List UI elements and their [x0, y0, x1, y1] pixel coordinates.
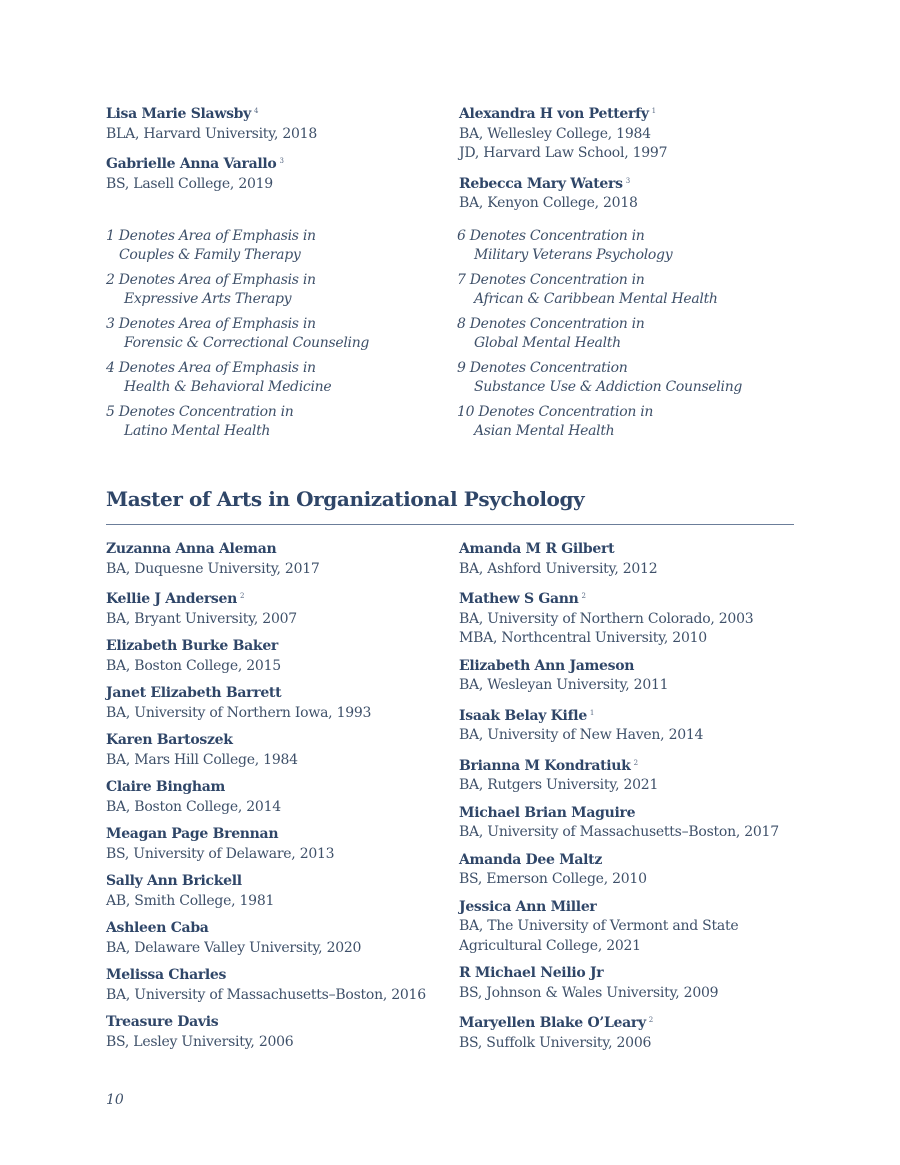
footnote-line-1: 2 Denotes Area of Emphasis in	[106, 272, 316, 288]
degree-line: BA, Delaware Valley University, 2020	[106, 939, 362, 956]
footnote-marker: 1	[651, 107, 656, 115]
footnote-marker: 2	[648, 1016, 653, 1024]
graduate-name	[459, 804, 799, 824]
graduate-entry	[459, 102, 799, 164]
graduate-name	[106, 637, 446, 657]
graduate-entry	[106, 966, 446, 1005]
degree-line: BS, Suffolk University, 2006	[459, 1034, 652, 1051]
graduate-name-text: Treasure Davis	[106, 1014, 219, 1030]
degree-line: BA, University of Massachusetts–Boston, 2017	[459, 824, 779, 840]
footnote-legend-item	[457, 315, 797, 353]
graduate-entry	[106, 825, 446, 864]
graduate-entry	[106, 152, 446, 194]
footnote-legend-item	[457, 403, 797, 441]
degree-line: BA, Wesleyan University, 2011	[459, 677, 669, 693]
graduate-name-text: Claire Bingham	[106, 779, 225, 795]
graduate-name-text: Rebecca Mary Waters	[459, 175, 623, 192]
degree-line: BA, The University of Vermont and State	[459, 918, 739, 934]
footnote-legend-item	[106, 359, 446, 397]
graduate-name-text: Gabrielle Anna Varallo	[106, 156, 277, 172]
footnote-line-2: Substance Use & Addiction Counseling	[474, 379, 743, 395]
footnote-marker: 2	[633, 758, 638, 767]
footnote-legend-item	[106, 227, 446, 265]
footnote-line-1: 3 Denotes Area of Emphasis in	[106, 316, 316, 332]
graduate-name	[106, 919, 446, 939]
footnote-legend-item	[106, 315, 446, 353]
degree-line: BA, University of Northern Iowa, 1993	[106, 704, 372, 721]
degree-line: BA, Boston College, 2015	[106, 657, 281, 674]
footnote-line-1: 5 Denotes Concentration in	[106, 404, 294, 420]
degree-line: BA, Boston College, 2014	[106, 798, 281, 815]
graduate-name	[106, 731, 446, 751]
graduate-name-text: Maryellen Blake O’Leary	[459, 1015, 646, 1031]
footnote-marker: 3	[279, 157, 284, 165]
graduate-entry	[106, 1013, 446, 1052]
degree-line: Agricultural College, 2021	[459, 937, 641, 954]
degree-line: AB, Smith College, 1981	[106, 892, 275, 909]
graduate-name	[106, 540, 446, 560]
footnote-legend-item	[457, 359, 797, 397]
graduate-entry	[106, 587, 446, 629]
graduate-name	[459, 851, 799, 871]
degree-line: BA, Mars Hill College, 1984	[106, 751, 298, 768]
degree-line: BS, Lesley University, 2006	[106, 1033, 294, 1050]
notes-left-column	[106, 227, 446, 447]
notes-right-column	[457, 227, 797, 447]
graduate-name-text: Michael Brian Maguire	[459, 804, 636, 821]
footnote-line-2: African & Caribbean Mental Health	[474, 291, 718, 307]
footnote-line-2: Latino Mental Health	[124, 423, 271, 439]
degree-line: JD, Harvard Law School, 1997	[459, 145, 668, 161]
degree-line: BA, University of New Haven, 2014	[459, 727, 704, 743]
degree-line: BA, University of Northern Colorado, 2003	[459, 610, 754, 627]
graduate-name-text: Jessica Ann Miller	[459, 898, 597, 915]
degree-line: BS, University of Delaware, 2013	[106, 845, 335, 862]
graduate-name	[106, 966, 446, 986]
graduate-entry	[106, 731, 446, 770]
footnote-line-1: 10 Denotes Concentration in	[457, 404, 654, 420]
graduate-name	[106, 872, 446, 892]
footnote-line-1: 7 Denotes Concentration in	[457, 272, 645, 288]
graduate-name-text: Meagan Page Brennan	[106, 826, 279, 842]
graduate-name	[106, 825, 446, 845]
graduate-name	[459, 704, 799, 727]
graduate-entry	[459, 540, 799, 579]
graduate-entry	[106, 637, 446, 676]
graduate-entry	[106, 872, 446, 911]
degree-line: BS, Johnson & Wales University, 2009	[459, 984, 719, 1001]
footnote-marker: 1	[589, 708, 595, 717]
graduate-name-text: Elizabeth Burke Baker	[106, 638, 279, 654]
graduate-entry	[106, 684, 446, 723]
footnote-line-1: 6 Denotes Concentration in	[457, 228, 645, 244]
org-right-column	[459, 540, 799, 1061]
graduate-name	[106, 152, 446, 175]
graduate-name	[459, 964, 799, 984]
footnote-line-1: 9 Denotes Concentration	[457, 360, 628, 376]
graduate-entry	[459, 657, 799, 696]
degree-line: BS, Lasell College, 2019	[106, 175, 273, 192]
graduate-name-text: Alexandra H von Petterfy	[459, 106, 649, 122]
section-title: Master of Arts in Organizational Psychology	[106, 487, 585, 511]
graduate-name	[459, 172, 799, 195]
footnote-line-2: Military Veterans Psychology	[474, 247, 673, 263]
graduate-entry	[459, 754, 799, 796]
graduate-name	[459, 754, 799, 777]
graduate-name	[106, 1013, 446, 1033]
graduate-entry	[459, 704, 799, 746]
graduate-entry	[106, 102, 446, 144]
graduate-name-text: R Michael Neilio Jr	[459, 965, 604, 981]
graduate-name-text: Zuzanna Anna Aleman	[106, 541, 277, 557]
graduate-name-text: Elizabeth Ann Jameson	[459, 657, 635, 674]
graduate-name	[459, 1011, 799, 1034]
degree-line: BA, Kenyon College, 2018	[459, 195, 638, 211]
footnote-legend-item	[106, 271, 446, 309]
graduate-entry	[459, 898, 799, 957]
footnote-line-2: Forensic & Correctional Counseling	[124, 335, 370, 351]
footnote-marker: 4	[254, 107, 259, 115]
graduate-entry	[459, 804, 799, 843]
graduate-name-text: Sally Ann Brickell	[106, 873, 242, 889]
section-divider	[106, 524, 794, 525]
graduate-name	[106, 102, 446, 125]
graduate-name	[459, 587, 799, 610]
footnote-marker: 3	[625, 176, 630, 185]
degree-line: BS, Emerson College, 2010	[459, 871, 647, 887]
top-left-column	[106, 102, 446, 202]
graduate-entry	[106, 778, 446, 817]
graduate-name-text: Janet Elizabeth Barrett	[106, 685, 282, 701]
org-left-column	[106, 540, 446, 1060]
footnote-line-2: Couples & Family Therapy	[119, 247, 301, 263]
footnote-legend-item	[457, 271, 797, 309]
degree-line: BA, Bryant University, 2007	[106, 610, 297, 627]
graduate-name-text: Amanda Dee Maltz	[459, 851, 602, 868]
graduate-name-text: Melissa Charles	[106, 967, 227, 983]
degree-line: BA, Wellesley College, 1984	[459, 125, 651, 142]
footnote-legend-item	[457, 227, 797, 265]
graduate-name	[459, 540, 799, 560]
graduate-name	[459, 898, 799, 918]
graduate-entry	[459, 172, 799, 214]
footnote-line-2: Health & Behavioral Medicine	[124, 379, 332, 395]
graduate-entry	[106, 919, 446, 958]
graduate-entry	[459, 964, 799, 1003]
graduate-name-text: Isaak Belay Kifle	[459, 707, 587, 724]
footnote-line-2: Global Mental Health	[474, 335, 621, 351]
footnote-line-2: Expressive Arts Therapy	[124, 291, 292, 307]
graduate-name-text: Brianna M Kondratiuk	[459, 757, 631, 774]
graduate-entry	[459, 851, 799, 890]
graduate-name-text: Kellie J Andersen	[106, 591, 237, 607]
footnote-line-1: 4 Denotes Area of Emphasis in	[106, 360, 316, 376]
graduate-name	[459, 657, 799, 677]
graduate-entry	[106, 540, 446, 579]
top-right-column	[459, 102, 799, 222]
graduate-name	[106, 587, 446, 610]
graduate-name	[459, 102, 799, 125]
degree-line: BLA, Harvard University, 2018	[106, 125, 318, 142]
graduate-entry	[459, 1011, 799, 1053]
graduate-name-text: Ashleen Caba	[106, 920, 209, 936]
graduate-name-text: Lisa Marie Slawsby	[106, 106, 251, 122]
footnote-line-1: 8 Denotes Concentration in	[457, 316, 645, 332]
footnote-marker: 2	[581, 592, 586, 600]
page-number: 10	[106, 1092, 124, 1108]
footnote-legend-item	[106, 403, 446, 441]
degree-line: BA, University of Massachusetts–Boston, 2016	[106, 986, 426, 1003]
footnote-line-1: 1 Denotes Area of Emphasis in	[106, 228, 316, 244]
footnote-line-2: Asian Mental Health	[474, 423, 615, 439]
graduate-name	[106, 684, 446, 704]
graduate-name-text: Karen Bartoszek	[106, 732, 233, 748]
graduate-name-text: Mathew S Gann	[459, 591, 579, 607]
degree-line: MBA, Northcentral University, 2010	[459, 630, 707, 646]
degree-line: BA, Rutgers University, 2021	[459, 777, 659, 793]
degree-line: BA, Ashford University, 2012	[459, 560, 658, 577]
graduate-entry	[459, 587, 799, 649]
graduate-name	[106, 778, 446, 798]
degree-line: BA, Duquesne University, 2017	[106, 560, 320, 577]
footnote-marker: 2	[239, 592, 245, 600]
graduate-name-text: Amanda M R Gilbert	[459, 541, 615, 557]
